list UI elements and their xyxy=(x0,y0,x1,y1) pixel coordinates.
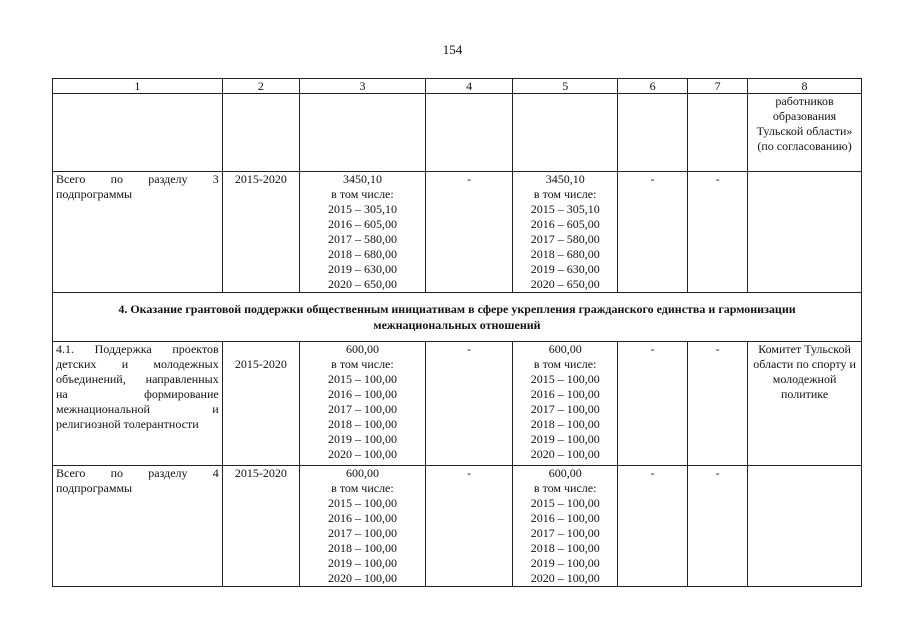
funding-line: в том числе: xyxy=(331,357,394,371)
dash-cell: - xyxy=(425,342,512,466)
funding-line: 2015 – 305,10 xyxy=(327,202,397,216)
responsible-executor-line: молодежной xyxy=(772,372,837,386)
funding-line: 2019 – 630,00 xyxy=(530,262,600,276)
funding-line: 2018 – 100,00 xyxy=(327,541,397,555)
funding-line: 2017 – 100,00 xyxy=(327,402,397,416)
cell-empty xyxy=(688,94,748,172)
funding-line: 2019 – 100,00 xyxy=(530,556,600,570)
funding-line: 2019 – 100,00 xyxy=(327,556,397,570)
dash-cell: - xyxy=(688,466,748,587)
funding-line: 2015 – 100,00 xyxy=(530,496,600,510)
row-name-line: подпрограммы xyxy=(56,481,133,495)
continued-row xyxy=(53,94,862,172)
funding-line: 2018 – 100,00 xyxy=(327,417,397,431)
responsible-executor-line: политике xyxy=(780,387,829,401)
cell-empty xyxy=(425,94,512,172)
responsible-executor-line: образования xyxy=(772,109,837,123)
funding-line: 2017 – 100,00 xyxy=(530,526,600,540)
column-number-6: 6 xyxy=(618,79,688,94)
total-funding-cell xyxy=(299,342,425,466)
funding-line: 2019 – 100,00 xyxy=(327,432,397,446)
dash-cell: - xyxy=(688,172,748,293)
funding-line: 3450,10 xyxy=(342,172,382,186)
column-number-2: 2 xyxy=(222,79,299,94)
row-name-line: межнациональной и xyxy=(56,402,219,416)
funding-line: 2018 – 100,00 xyxy=(530,541,600,555)
program-table xyxy=(52,78,862,587)
funding-line: в том числе: xyxy=(533,357,597,371)
funding-line: 2017 – 580,00 xyxy=(530,232,600,246)
total-funding-cell xyxy=(299,172,425,293)
cell-empty xyxy=(748,466,862,587)
column-number-4: 4 xyxy=(425,79,512,94)
funding-line: 2018 – 680,00 xyxy=(530,247,600,261)
responsible-executor-line: области по спорту и xyxy=(753,357,856,371)
row-name-cell xyxy=(53,172,223,293)
funding-line: в том числе: xyxy=(331,187,394,201)
period-cell: 2015-2020 xyxy=(222,172,299,293)
funding-line: в том числе: xyxy=(533,481,597,495)
funding-line: 2016 – 100,00 xyxy=(530,511,600,525)
funding-line: в том числе: xyxy=(533,187,597,201)
funding-line: 600,00 xyxy=(345,342,379,356)
row-name-line: религиозной толерантности xyxy=(56,417,199,431)
funding-line: 2016 – 605,00 xyxy=(327,217,397,231)
responsible-executor-line: (по согласованию) xyxy=(757,139,852,153)
funding-line: в том числе: xyxy=(331,481,394,495)
funding-line: 2017 – 100,00 xyxy=(327,526,397,540)
funding-line: 2015 – 305,10 xyxy=(530,202,600,216)
section-4-title: 4. Оказание грантовой поддержки общественным инициативам в сфере укрепления гражданского единства и гармонизации межнациональных отношений xyxy=(53,293,862,342)
responsible-executor-line: Комитет Тульской xyxy=(758,342,851,356)
funding-line: 2017 – 100,00 xyxy=(530,402,600,416)
funding-line: 2015 – 100,00 xyxy=(327,496,397,510)
cell-empty xyxy=(53,94,223,172)
row-name-line: 4.1. Поддержка проектов xyxy=(56,342,219,356)
row-name-line: Всего по разделу 4 xyxy=(56,466,219,480)
funding-line: 2018 – 680,00 xyxy=(327,247,397,261)
regional-budget-cell xyxy=(513,466,618,587)
dash-cell: - xyxy=(688,342,748,466)
funding-line: 600,00 xyxy=(345,466,379,480)
funding-line: 2020 – 100,00 xyxy=(327,447,397,461)
funding-line: 2020 – 100,00 xyxy=(530,447,600,461)
dash-cell: - xyxy=(425,172,512,293)
period-cell: 2015-2020 xyxy=(222,466,299,587)
funding-line: 2016 – 605,00 xyxy=(530,217,600,231)
cell-empty xyxy=(513,94,618,172)
responsible-executor-cell xyxy=(748,342,862,466)
item-4-1-row xyxy=(53,342,862,466)
row-name-cell xyxy=(53,466,223,587)
funding-line: 2018 – 100,00 xyxy=(530,417,600,431)
row-name-line: детских и молодежных xyxy=(56,357,219,371)
dash-cell: - xyxy=(618,172,688,293)
row-name-line: объединений, направленных xyxy=(56,372,219,386)
period-cell: 2015-2020 xyxy=(222,342,299,466)
funding-line: 2016 – 100,00 xyxy=(530,387,600,401)
responsible-executor-cell xyxy=(748,94,862,172)
dash-cell: - xyxy=(618,466,688,587)
section-4-heading-row xyxy=(53,293,862,342)
funding-line: 2019 – 100,00 xyxy=(530,432,600,446)
column-number-1: 1 xyxy=(53,79,223,94)
cell-empty xyxy=(748,172,862,293)
column-number-7: 7 xyxy=(688,79,748,94)
funding-line: 600,00 xyxy=(548,466,582,480)
total-section-3-row xyxy=(53,172,862,293)
row-name-line: Всего по разделу 3 xyxy=(56,172,219,186)
column-number-8: 8 xyxy=(748,79,862,94)
funding-line: 2020 – 100,00 xyxy=(530,571,600,585)
responsible-executor-line: Тульской области» xyxy=(756,124,853,138)
funding-line: 3450,10 xyxy=(545,172,585,186)
funding-line: 2020 – 650,00 xyxy=(327,277,397,291)
funding-line: 2016 – 100,00 xyxy=(327,511,397,525)
funding-line: 2015 – 100,00 xyxy=(327,372,397,386)
responsible-executor-line: работников xyxy=(775,94,834,108)
page-number: 154 xyxy=(442,42,463,57)
column-number-5: 5 xyxy=(513,79,618,94)
funding-line: 2019 – 630,00 xyxy=(327,262,397,276)
funding-line: 2020 – 100,00 xyxy=(327,571,397,585)
funding-line: 600,00 xyxy=(548,342,582,356)
funding-line: 2017 – 580,00 xyxy=(327,232,397,246)
cell-empty xyxy=(299,94,425,172)
column-number-header-row xyxy=(53,79,862,94)
dash-cell: - xyxy=(618,342,688,466)
column-number-3: 3 xyxy=(299,79,425,94)
total-funding-cell xyxy=(299,466,425,587)
dash-cell: - xyxy=(425,466,512,587)
total-section-4-row xyxy=(53,466,862,587)
funding-line: 2020 – 650,00 xyxy=(530,277,600,291)
cell-empty xyxy=(618,94,688,172)
row-name-line: на формирование xyxy=(56,387,219,401)
cell-empty xyxy=(222,94,299,172)
funding-line: 2015 – 100,00 xyxy=(530,372,600,386)
row-name-line: подпрограммы xyxy=(56,187,133,201)
regional-budget-cell xyxy=(513,172,618,293)
regional-budget-cell xyxy=(513,342,618,466)
row-name-cell xyxy=(53,342,223,466)
funding-line: 2016 – 100,00 xyxy=(327,387,397,401)
